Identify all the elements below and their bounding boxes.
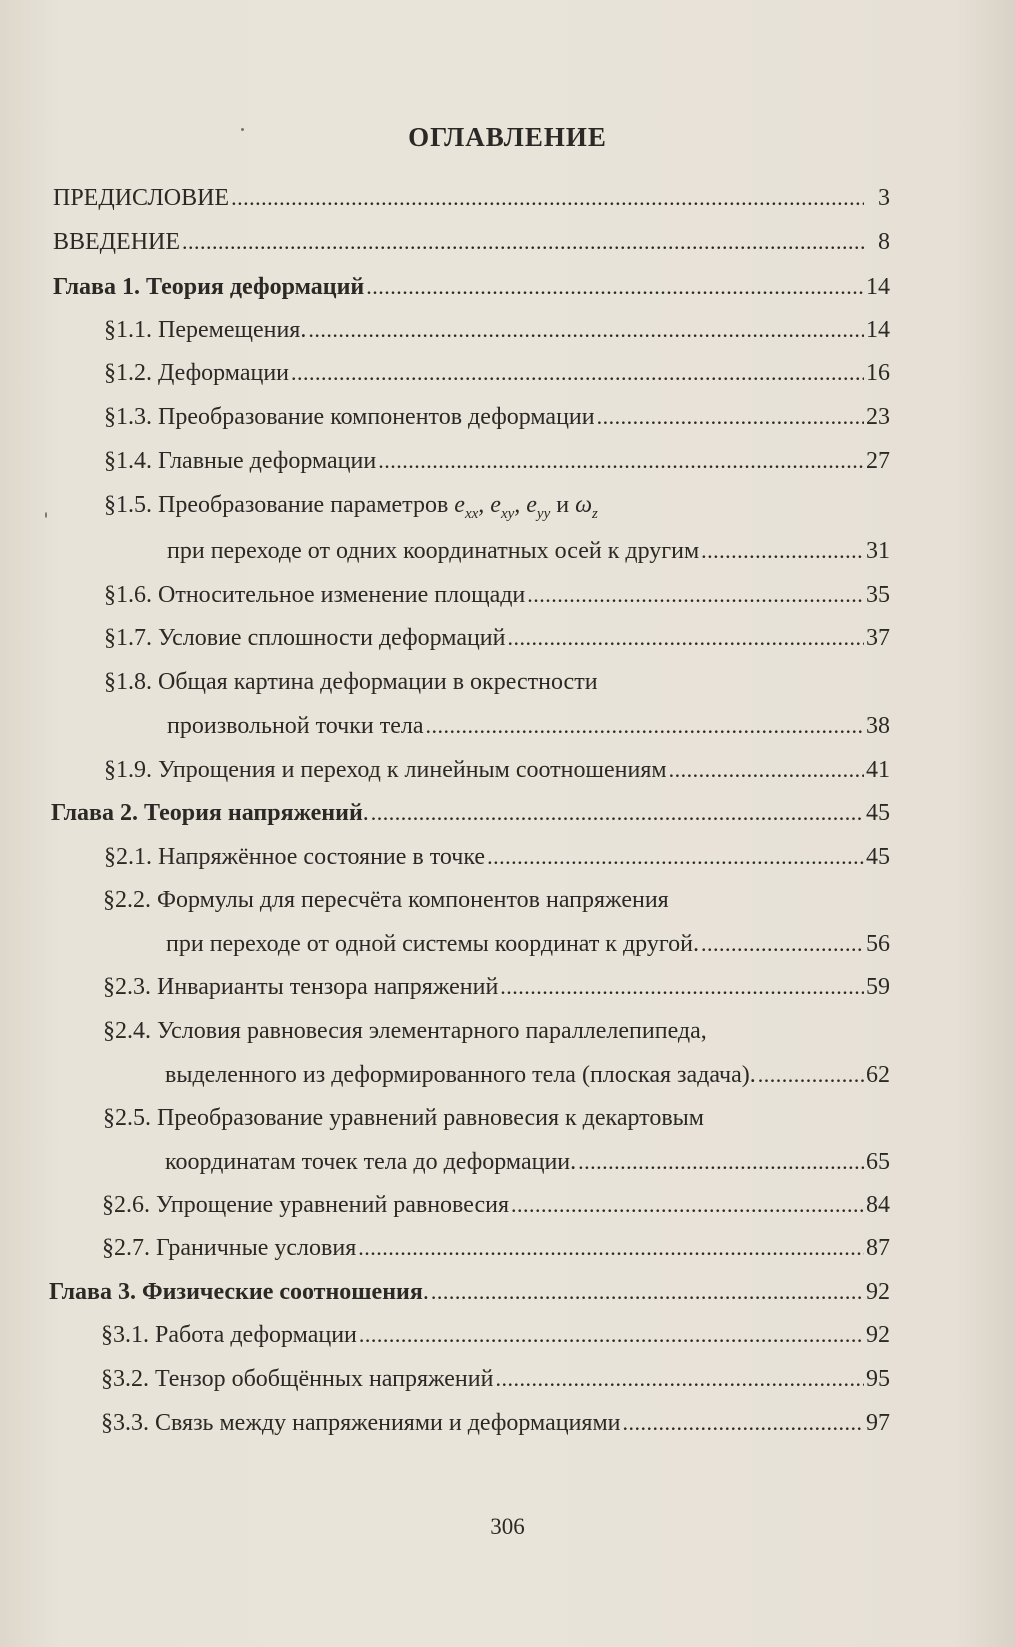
toc-entry-section-2-7[interactable] xyxy=(102,1233,890,1263)
toc-entry-page: 95 xyxy=(866,1366,890,1392)
dot-leader xyxy=(595,402,864,432)
toc-entry-page: 65 xyxy=(866,1149,890,1175)
page-number: 306 xyxy=(490,1514,525,1539)
toc-entry-label: §1.5. Преобразование параметров xyxy=(104,492,449,518)
toc-entry-page: 8 xyxy=(878,229,890,255)
toc-entry-page: 31 xyxy=(866,538,890,564)
toc-entry-label: §1.2. Деформации xyxy=(104,360,290,386)
toc-entry-section-1-6[interactable] xyxy=(104,580,890,610)
toc-entry-section-1-8[interactable] xyxy=(167,711,890,741)
dot-leader xyxy=(356,1233,864,1263)
toc-entry-page: 92 xyxy=(866,1279,890,1305)
toc-entry-label: Глава 3. Физические соотношения xyxy=(49,1279,423,1305)
toc-entry-page: 56 xyxy=(866,931,890,957)
toc-entry-section-2-3[interactable] xyxy=(103,972,890,1002)
toc-entry-page: 45 xyxy=(866,800,890,826)
toc-entry-label: §2.4. Условия равновесия элементарного параллелепипеда, xyxy=(103,1018,707,1044)
toc-entry-label: §1.6. Относительное изменение площади xyxy=(104,582,526,608)
dot-leader xyxy=(576,1147,864,1177)
toc-entry-page: 35 xyxy=(866,582,890,608)
dot-leader xyxy=(525,580,864,610)
dot-leader xyxy=(509,1190,864,1220)
toc-entry-page: 16 xyxy=(866,360,890,386)
toc-entry-section-1-3[interactable] xyxy=(104,402,890,432)
toc-entry-label: координатам точек тела до деформации. xyxy=(165,1149,577,1175)
math-omega: $\omega_z$ xyxy=(575,492,598,522)
toc-entry-chapter-2[interactable] xyxy=(51,798,890,828)
toc-entry-section-2-6[interactable] xyxy=(102,1190,890,1220)
dot-leader xyxy=(667,755,864,785)
toc-entry-label: выделенного из деформированного тела (плоская задача). xyxy=(165,1062,756,1088)
toc-entry-page: 45 xyxy=(866,844,890,870)
toc-entry-page: 59 xyxy=(866,974,890,1000)
dot-leader xyxy=(506,623,865,653)
toc-entry-section-2-4-line1[interactable] xyxy=(103,1016,707,1046)
dot-leader xyxy=(429,1277,864,1307)
toc-entry-suffix: . xyxy=(422,1279,429,1305)
dot-leader xyxy=(498,972,864,1002)
toc-entry-preface[interactable] xyxy=(53,183,890,213)
toc-entry-label: §2.2. Формулы для пересчёта компонентов напряжения xyxy=(103,887,669,913)
toc-entry-section-1-7[interactable] xyxy=(104,623,890,653)
toc-entry-page: 37 xyxy=(866,625,890,651)
toc-entry-label: ПРЕДИСЛОВИЕ xyxy=(53,185,230,211)
dot-leader xyxy=(699,536,864,566)
toc-entry-label: §1.9. Упрощения и переход к линейным соотношениям xyxy=(104,757,667,783)
math-params: $e_{xx}$, $e_{xy}$, $e_{yy}$ xyxy=(454,492,551,522)
toc-entry-section-2-2[interactable] xyxy=(166,929,890,959)
dot-leader xyxy=(376,446,864,476)
toc-entry-label: §2.3. Инварианты тензора напряжений xyxy=(103,974,499,1000)
toc-entry-section-1-4[interactable] xyxy=(104,446,890,476)
toc-entry-chapter-3[interactable] xyxy=(49,1277,890,1307)
toc-entry-page: 23 xyxy=(866,404,890,430)
toc-entry-section-1-5-line1[interactable]: §1.5. Преобразование параметров $e_{xx}$, $e_{xy}$, $e_{yy}$ и $\omega_z$ xyxy=(104,492,598,522)
toc-entry-page: 41 xyxy=(866,757,890,783)
toc-entry-page: 84 xyxy=(866,1192,890,1218)
toc-entry-section-2-5[interactable] xyxy=(165,1147,890,1177)
dot-leader xyxy=(289,358,864,388)
toc-entry-section-3-3[interactable] xyxy=(101,1408,890,1438)
toc-entry-section-1-1[interactable] xyxy=(104,315,890,345)
toc-entry-section-2-1[interactable] xyxy=(104,842,890,872)
page-title: ОГЛАВЛЕНИЕ xyxy=(408,122,607,152)
dot-leader xyxy=(229,183,864,213)
toc-entry-page: 92 xyxy=(866,1322,890,1348)
toc-entry-section-2-5-line1[interactable] xyxy=(103,1103,704,1133)
toc-entry-page: 14 xyxy=(866,274,890,300)
toc-entry-section-1-8-line1[interactable] xyxy=(104,667,598,697)
toc-entry-section-1-2[interactable] xyxy=(104,358,890,388)
toc-entry-label: §3.3. Связь между напряжениями и деформациями xyxy=(101,1410,621,1436)
toc-entry-page: 3 xyxy=(878,185,890,211)
toc-entry-page: 97 xyxy=(866,1410,890,1436)
toc-entry-label: §2.6. Упрощение уравнений равновесия xyxy=(102,1192,510,1218)
toc-entry-section-2-2-line1[interactable] xyxy=(103,885,669,915)
toc-entry-label: §2.1. Напряжённое состояние в точке xyxy=(104,844,486,870)
dot-leader xyxy=(306,315,864,345)
dot-leader xyxy=(493,1364,864,1394)
toc-entry-label: §1.4. Главные деформации xyxy=(104,448,377,474)
toc-entry-label: §2.5. Преобразование уравнений равновесия к декартовым xyxy=(103,1105,704,1131)
toc-entry-chapter-1[interactable] xyxy=(53,272,890,302)
toc-entry-page: 27 xyxy=(866,448,890,474)
toc-entry-suffix: . xyxy=(362,800,369,826)
toc-entry-label: §1.1. Перемещения. xyxy=(104,317,307,343)
dot-leader xyxy=(357,1320,864,1350)
dot-leader xyxy=(424,711,864,741)
dot-leader xyxy=(180,227,864,257)
toc-entry-section-1-5[interactable] xyxy=(167,536,890,566)
toc-entry-label: §1.3. Преобразование компонентов деформации xyxy=(104,404,595,430)
toc-entry-label: §3.1. Работа деформации xyxy=(101,1322,357,1348)
toc-entry-label: §3.2. Тензор обобщённых напряжений xyxy=(101,1366,494,1392)
toc-entry-section-3-1[interactable] xyxy=(101,1320,890,1350)
toc-entry-label: при переходе от одной системы координат к другой. xyxy=(166,931,699,957)
toc-entry-label: Глава 2. Теория напряжений xyxy=(51,800,363,826)
toc-entry-label: §2.7. Граничные условия xyxy=(102,1235,357,1261)
dot-leader xyxy=(699,929,864,959)
dot-leader xyxy=(620,1408,864,1438)
toc-entry-page: 62 xyxy=(866,1062,890,1088)
dot-leader xyxy=(756,1060,864,1090)
toc-entry-label: §1.8. Общая картина деформации в окрестности xyxy=(104,669,598,695)
toc-entry-label: Глава 1. Теория деформаций xyxy=(53,274,365,300)
dot-leader xyxy=(369,798,864,828)
toc-entry-section-3-2[interactable] xyxy=(101,1364,890,1394)
toc-entry-page: 87 xyxy=(866,1235,890,1261)
toc-entry-section-1-9[interactable] xyxy=(104,755,890,785)
toc-entry-page: 38 xyxy=(866,713,890,739)
toc-entry-label: §1.7. Условие сплошности деформаций xyxy=(104,625,506,651)
toc-entry-label: ВВЕДЕНИЕ xyxy=(53,229,181,255)
dot-leader xyxy=(364,272,864,302)
toc-entry-section-2-4[interactable] xyxy=(165,1060,890,1090)
dot-leader xyxy=(485,842,864,872)
toc-entry-introduction[interactable] xyxy=(53,227,890,257)
paper-speck xyxy=(45,512,47,518)
toc-entry-label: произвольной точки тела xyxy=(167,713,424,739)
toc-entry-label: при переходе от одних координатных осей к другим xyxy=(167,538,700,564)
toc-entry-page: 14 xyxy=(866,317,890,343)
